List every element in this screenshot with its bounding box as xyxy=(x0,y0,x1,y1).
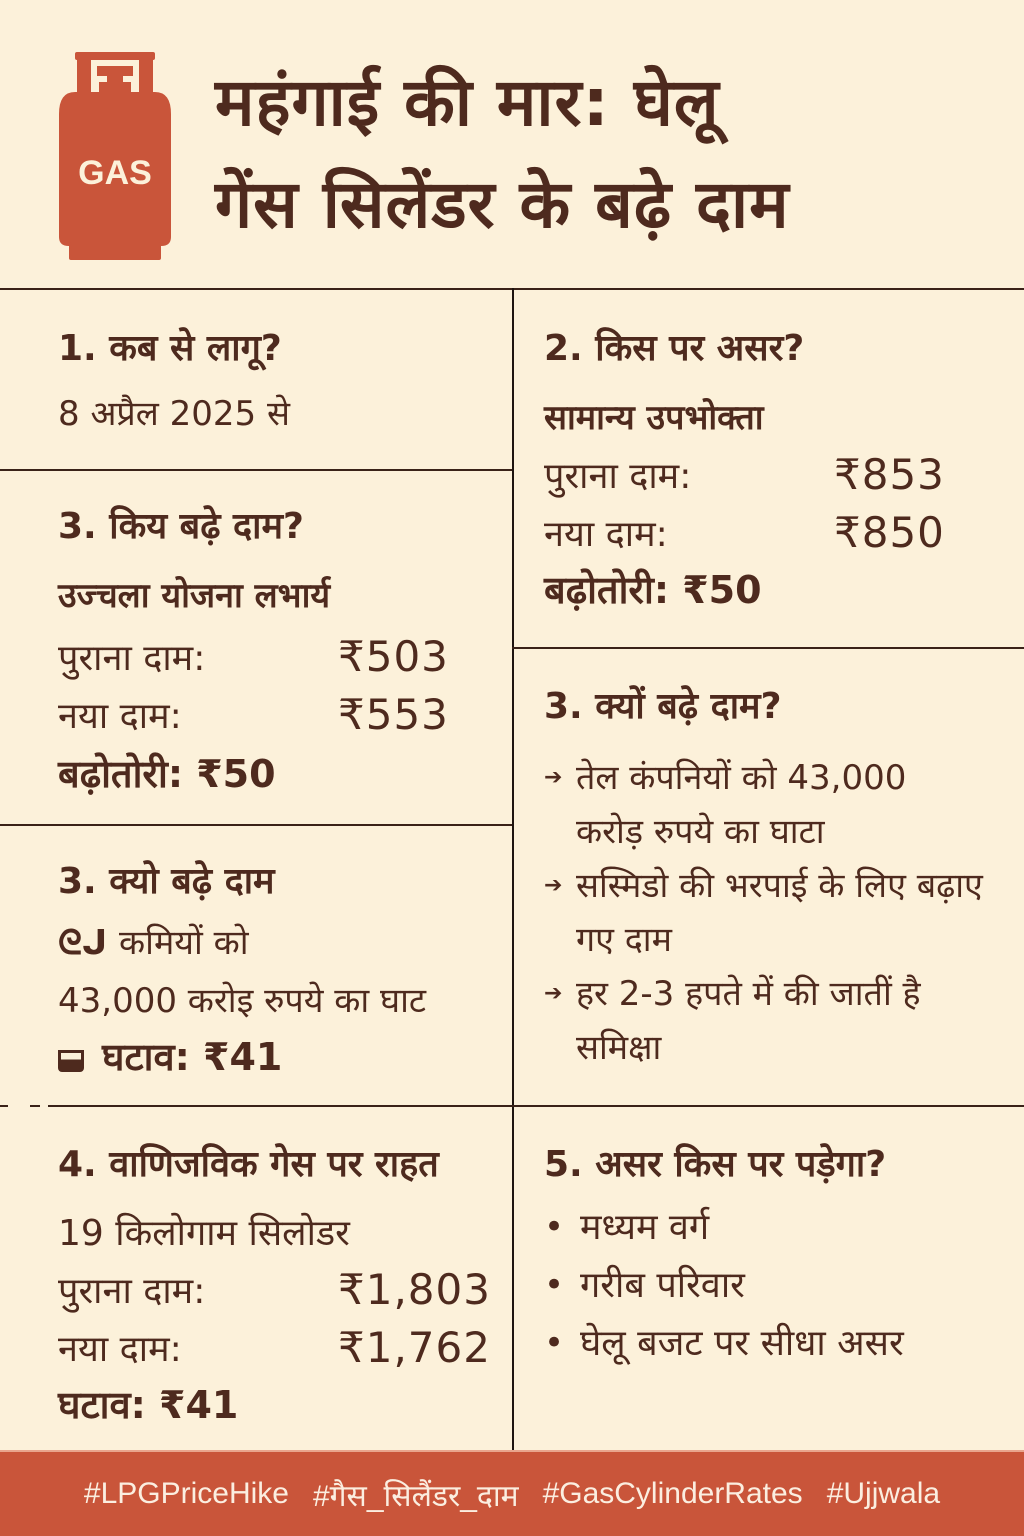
list-item: • घेलू बजट पर सीधा असर xyxy=(544,1315,1014,1373)
new-price-value: ₹850 xyxy=(834,507,945,557)
section-why-right xyxy=(544,680,984,1075)
old-price-value: ₹503 xyxy=(338,631,449,681)
price-change: बढ़ोतोरी: ₹50 xyxy=(58,752,276,796)
arrow-right-icon: ➔ xyxy=(544,873,563,898)
old-price-row xyxy=(544,445,945,503)
new-price-label: नया दाम: xyxy=(58,695,182,737)
section-title: 3. किय बढ़े दाम? xyxy=(58,506,304,547)
divider xyxy=(0,824,512,826)
why-line-1: ᘓᒍ कमियों को xyxy=(58,923,249,963)
section-ujjwala xyxy=(0,500,449,799)
section-commercial xyxy=(0,1138,491,1430)
divider xyxy=(0,1105,8,1107)
section-impact xyxy=(544,1138,1014,1373)
new-price-row xyxy=(58,1318,491,1376)
section-who xyxy=(544,322,945,615)
section-title: 1. कब से लागू? xyxy=(58,328,282,369)
box-glyph-icon xyxy=(58,1050,84,1072)
svg-text:GAS: GAS xyxy=(78,154,152,192)
title-line-2: गेंस सिलेंडर के बढ़े दाम xyxy=(215,166,790,243)
bullet-dot-icon: • xyxy=(544,1265,565,1305)
hashtag[interactable]: #गैस_सिलैंडर_दाम xyxy=(312,1479,519,1513)
section-title: 4. वाणिजविक गेस पर राहत xyxy=(58,1144,439,1185)
section-subtitle: 19 किलोगाम सिलोडर xyxy=(58,1213,350,1254)
arrow-right-icon: ➔ xyxy=(544,765,563,790)
list-item: • मध्यम वर्ग xyxy=(544,1199,1014,1257)
effective-date: 8 अप्रैल 2025 से xyxy=(58,394,290,434)
section-title: 3. क्यों बढ़े दाम? xyxy=(544,686,782,727)
old-price-label: पुराना दाम: xyxy=(544,455,692,497)
page-title xyxy=(215,52,1005,256)
section-when xyxy=(0,322,290,435)
old-price-label: पुराना दाम: xyxy=(58,1270,206,1312)
divider xyxy=(0,469,512,471)
new-price-value: ₹1,762 xyxy=(338,1322,491,1372)
new-price-value: ₹553 xyxy=(338,689,449,739)
bullet-dot-icon: • xyxy=(544,1323,565,1363)
price-change: घटाव: ₹41 xyxy=(58,1383,239,1427)
hashtag[interactable]: #GasCylinderRates xyxy=(542,1477,803,1510)
section-title: 5. असर किस पर पड़ेगा? xyxy=(544,1144,887,1185)
divider xyxy=(30,1105,40,1107)
bullet-dot-icon: • xyxy=(544,1207,565,1247)
list-item: ➔ तेल कंपनियों को 43,000 करोड़ रुपये का घाटा xyxy=(544,751,984,859)
divider xyxy=(512,288,514,1450)
old-price-label: पुराना दाम: xyxy=(58,637,206,679)
why-line-2: 43,000 करोइ रुपये का घाट xyxy=(58,981,427,1021)
old-price-row xyxy=(58,627,449,685)
section-title: 3. क्यो बढ़े दाम xyxy=(58,861,275,902)
new-price-row xyxy=(544,503,945,561)
garbled-glyph-icon: ᘓᒍ xyxy=(58,923,120,963)
header xyxy=(0,0,1024,288)
new-price-row xyxy=(58,685,449,743)
hashtag[interactable]: #Ujjwala xyxy=(826,1477,941,1510)
why-line-3: घटाव: ₹41 xyxy=(58,1030,426,1082)
title-line-1: महंगाई की मार: घेलू xyxy=(215,64,720,141)
new-price-label: नया दाम: xyxy=(544,513,668,555)
divider xyxy=(512,647,1024,649)
arrow-right-icon: ➔ xyxy=(544,981,563,1006)
list-item: ➔ हर 2-3 हपते में की जातीं है समिक्षा xyxy=(544,967,984,1075)
new-price-label: नया दाम: xyxy=(58,1328,182,1370)
section-title: 2. किस पर असर? xyxy=(544,328,805,369)
gas-cylinder-icon xyxy=(55,52,175,262)
hashtag[interactable]: #LPGPriceHike xyxy=(83,1477,289,1510)
section-why-left xyxy=(0,855,426,1082)
price-change: बढ़ोतोरी: ₹50 xyxy=(544,568,762,612)
list-item: ➔ सस्मिडो की भरपाई के लिए बढ़ाए गए दाम xyxy=(544,859,984,967)
list-item: • गरीब परिवार xyxy=(544,1257,1014,1315)
section-subtitle: सामान्य उपभोक्ता xyxy=(544,398,764,438)
old-price-value: ₹853 xyxy=(834,449,945,499)
section-subtitle: उज्चला योजना लभार्य xyxy=(58,576,331,616)
old-price-value: ₹1,803 xyxy=(338,1264,491,1314)
old-price-row xyxy=(58,1260,491,1318)
divider xyxy=(48,1105,1024,1107)
hashtag-footer xyxy=(0,1450,1024,1536)
